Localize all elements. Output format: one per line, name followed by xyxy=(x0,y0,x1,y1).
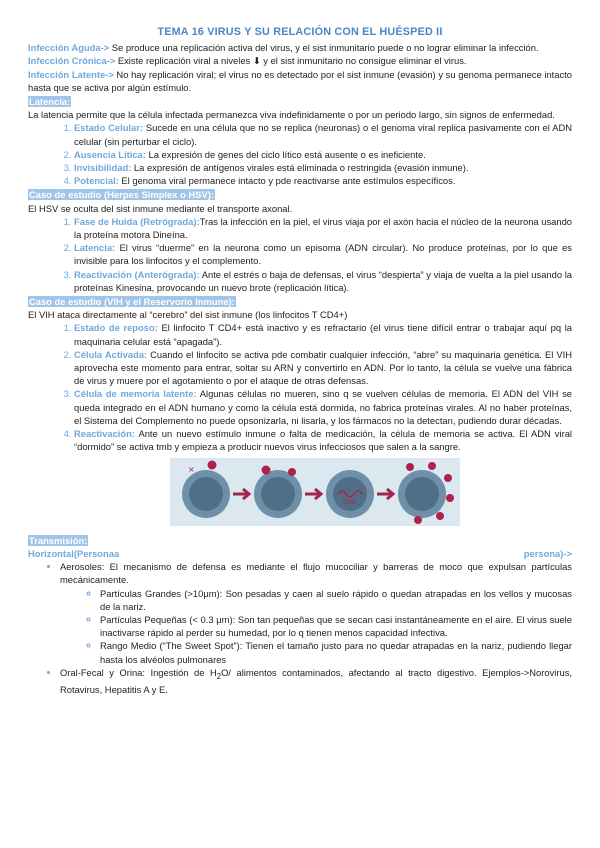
section-heading-vih: Caso de estudio (VIH y el Reservorio Inmune): xyxy=(29,296,235,308)
term-label: Infección Latente-> xyxy=(28,68,114,80)
subscript: 2 xyxy=(216,671,222,681)
page-title: TEMA 16 VIRUS Y SU RELACIÓN CON EL HUÉSPED II xyxy=(157,26,443,38)
virus-particle-icon xyxy=(288,468,296,476)
item-text: Tienen el tamaño justo para no quedar atrapadas en la nariz, pudiendo llegar hasta los alvéolos pulmonares xyxy=(100,640,572,665)
item-text: Oral-Fecal y Orina: Ingestión de H xyxy=(60,666,217,678)
term-label: Infección Crónica-> xyxy=(28,55,116,67)
vih-intro: El VIH ataca directamente al “cerebro” del sist inmune (los linfocitos T CD4+) xyxy=(28,309,348,321)
item-text: El mecanismo de defensa es mediante el flujo mucociliar y barreras de moco que expulsan partículas mecánicamente. xyxy=(60,561,572,586)
vih-list xyxy=(28,321,572,453)
item-text: Tras la infección en la piel, el virus viaja por el axón hacia el núcleo de la neurona usando la proteína motora Dineína. xyxy=(74,215,573,241)
latencia-list xyxy=(28,121,572,187)
infeccion-latente xyxy=(28,68,572,94)
horizontal-word: persona)-> xyxy=(523,547,572,559)
item-text: El linfocito T CD4+ está inactivo y es refractario (el virus tiene difícil entrar o trabajar aquí pq la maquinaria celular está “apagada”). xyxy=(74,322,573,347)
term-text: Se produce una replicación activa del virus, y el sist inmunitario puede o no lograr eliminar la infección. xyxy=(109,42,539,54)
transmision-list xyxy=(28,560,572,696)
figure-dna-label: DNA xyxy=(343,498,357,506)
cell-nucleus xyxy=(189,477,223,511)
item-text: Sucede en una célula que no se replica (neuronas) o el genoma viral replica pasivamente con el ADN celular (sin perturbar el ciclo). xyxy=(74,122,572,147)
item-label: Célula Activada: xyxy=(74,348,148,360)
list-item xyxy=(60,560,572,666)
section-heading-transmision: Transmisión: xyxy=(29,534,88,546)
virus-particle-icon xyxy=(436,512,444,520)
item-label: Invisibilidad: xyxy=(74,162,132,174)
list-item xyxy=(100,587,572,613)
item-label: Potencial: xyxy=(74,175,119,187)
item-label: Ausencia Lítica: xyxy=(74,148,146,160)
item-label: Latencia: xyxy=(74,242,116,254)
infeccion-aguda xyxy=(28,41,572,54)
item-text: Algunas células no mueren, sino q se vuelven células de memoria. El ADN del VIH se queda integrado en el ADN humano y como la célula está dormida, no fabrica proteínas virales. Al no haber proteínas, el Sistema del Complemento no puede opsonizarla, ni lisarla, y los fármacos no la detectan, pudiendo durar décadas. xyxy=(74,388,572,426)
horizontal-heading xyxy=(28,547,572,560)
item-label: Partículas Pequeñas (< 0.3 μm): xyxy=(100,613,236,625)
section-heading-latencia: Latencia: xyxy=(29,96,71,108)
infeccion-cronica xyxy=(28,54,572,67)
item-text: O/ alimentos contaminados, afectando al tracto digestivo. Ejemplos->Norovirus, Rotavirus, Hepatitis A y E. xyxy=(60,666,572,695)
latencia-intro: La latencia permite que la célula infectada permanezca viva indefinidamente o por un periodo largo, sin signos de enfermedad. xyxy=(28,109,555,121)
virus-particle-icon xyxy=(414,516,422,524)
horizontal-word: a xyxy=(113,547,120,559)
item-label: Estado Celular: xyxy=(74,122,144,134)
item-label: Rango Medio (“The Sweet Spot”): xyxy=(100,640,243,652)
cell-nucleus xyxy=(261,477,295,511)
item-text: El virus “duerme” en la neurona como un episoma (ADN circular). No produce proteínas, por lo que es invisible para los linfocitos y el complemento. xyxy=(74,242,572,267)
item-text: Son pesadas y caen al suelo rápido o quedan atrapadas en los vellos y mucosas de la nariz. xyxy=(100,587,572,612)
item-label: Partículas Grandes (>10μm): xyxy=(100,587,223,599)
item-text: La expresión de genes del ciclo lítico está ausente o es ineficiente. xyxy=(145,148,426,160)
item-text: El genoma viral permanece intacto y pde reactivarse ante estímulos específicos. xyxy=(118,175,456,187)
virus-particle-icon xyxy=(444,474,452,482)
list-item xyxy=(74,321,572,347)
item-label: Reactivación (Anterógrada): xyxy=(74,268,200,280)
item-text: Ante un nuevo estímulo inmune o falta de medicación, la célula de memoria se activa. El ADN viral “dormido” se activa tmb y empieza a producir nuevos virus infecciosos que salen a la sangre. xyxy=(74,428,572,453)
horizontal-word: (Persona xyxy=(73,547,114,559)
list-item xyxy=(74,387,572,427)
list-item xyxy=(100,613,572,639)
list-item xyxy=(74,268,572,294)
herpes-list xyxy=(28,215,572,294)
blocked-x-icon: × xyxy=(188,464,195,474)
term-text: Existe replicación viral a niveles ⬇ y el sist inmunitario no consigue eliminar el virus. xyxy=(115,55,467,67)
herpes-intro: El HSV se oculta del sist inmune mediante el transporte axonal. xyxy=(28,202,293,214)
aerosol-sublist xyxy=(60,587,572,666)
list-item xyxy=(74,121,572,147)
term-label: Infección Aguda-> xyxy=(28,42,110,54)
item-text: Son tan pequeñas que se secan casi instantáneamente en el aire. El virus suele inactivarse rápido al perder su humedad, por lo q tienen menos capacidad infectiva. xyxy=(100,613,572,639)
list-item xyxy=(74,241,572,267)
item-text: Cuando el linfocito se activa pde combatir cualquier infección, “abre” su maquinaria genética. El VIH aprovecha este momento para entrar, soltar su ARN y convertirlo en ADN. Por lo tanto, la célula se vuelve una fábrica de virus y muere por el agotamiento o por el ataque de otras defensas. xyxy=(74,348,572,387)
virus-particle-icon xyxy=(406,463,414,471)
list-item xyxy=(74,148,572,161)
item-label: Aerosoles: xyxy=(60,561,105,573)
item-label: Estado de reposo: xyxy=(74,322,158,334)
hiv-reactivation-figure xyxy=(170,458,460,526)
virus-particle-icon xyxy=(262,465,271,474)
list-item xyxy=(74,161,572,174)
virus-particle-icon xyxy=(208,460,217,469)
list-item xyxy=(60,666,572,696)
cell-nucleus xyxy=(405,477,439,511)
virus-particle-icon xyxy=(428,462,436,470)
item-label: Reactivación: xyxy=(74,428,135,440)
list-item xyxy=(74,174,572,187)
list-item xyxy=(74,427,572,453)
item-label: Célula de memoria latente: xyxy=(74,388,197,400)
list-item xyxy=(74,215,572,241)
item-label: Fase de Huida (Retrógrada): xyxy=(74,215,200,227)
item-text: La expresión de antígenos virales está eliminada o restringida (evasión inmune). xyxy=(131,162,469,174)
item-text: Ante el estrés o baja de defensas, el virus “despierta” y viaja de vuelta a la piel usando la proteínas Kinesina, provocando un nuevo brote (replicación lítica). xyxy=(74,268,573,293)
list-item xyxy=(74,348,572,388)
horizontal-word: Horizontal xyxy=(28,547,74,559)
list-item xyxy=(100,639,572,665)
section-heading-herpes: Caso de estudio (Herpes Simplex o HSV): xyxy=(29,189,214,201)
virus-particle-icon xyxy=(446,494,454,502)
term-text: No hay replicación viral; el virus no es detectado por el sist inmune (evasión) y su genoma permanece intacto hasta que se activa por algún estímulo. xyxy=(28,68,572,93)
